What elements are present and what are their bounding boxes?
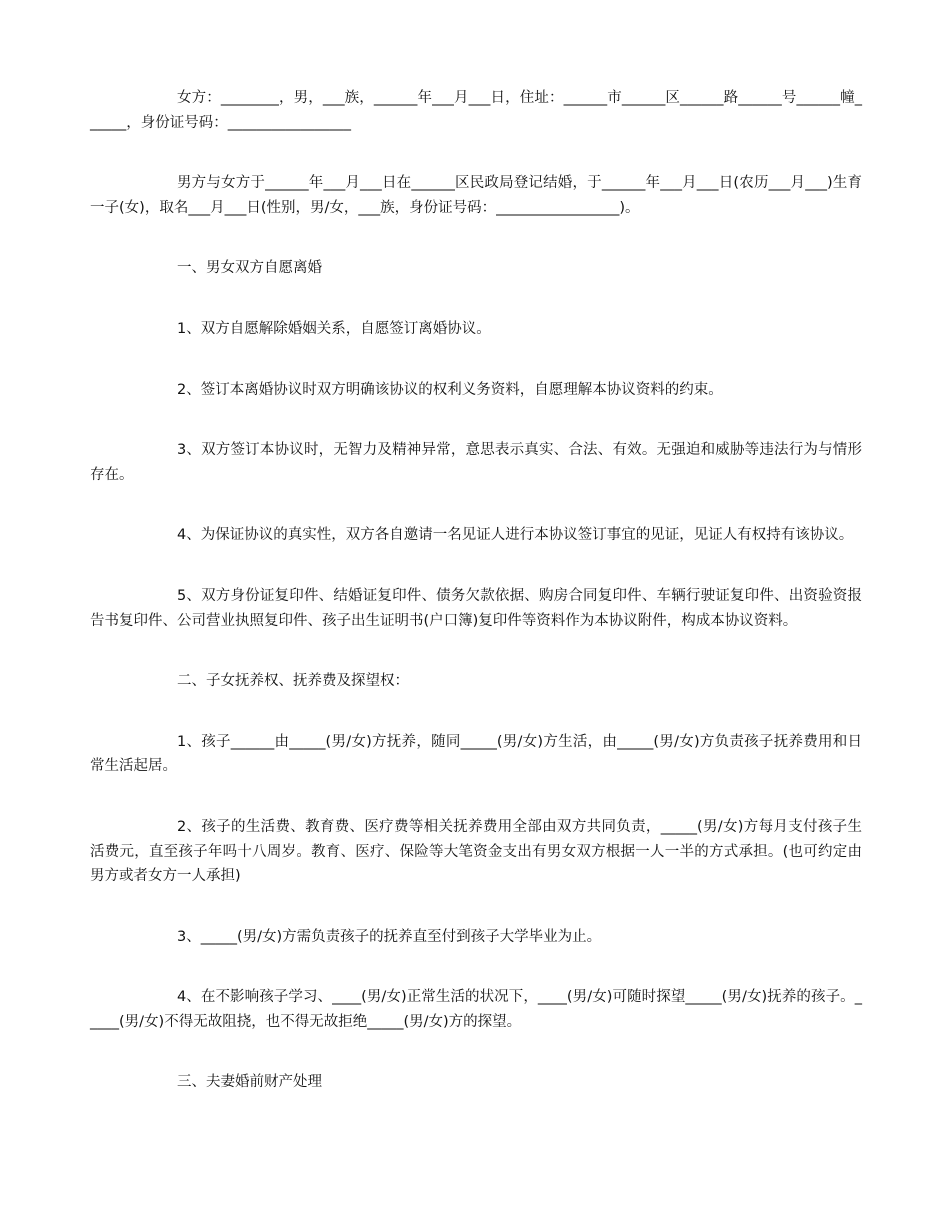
clause-2-2: 2、孩子的生活费、教育费、医疗费等相关抚养费用全部由双方共同负责，_____(男/女)方每月支付孩子生活费元，直至孩子年吗十八周岁。教育、医疗、保险等大笔资金支出有男女双方根据一人一半的方式承担。(也可约定由男方或者女方一人承担) <box>90 818 862 885</box>
paragraph-gap <box>90 220 862 256</box>
clause-1-3: 3、双方签订本协议时，无智力及精神异常，意思表示真实、合法、有效。无强迫和威胁等违法行为与情形存在。 <box>90 442 862 483</box>
paragraph-gap <box>90 779 862 815</box>
paragraph-gap <box>90 135 862 171</box>
paragraph-gap <box>90 548 862 584</box>
clause-2-3: 3、_____(男/女)方需负责孩子的抚养直至付到孩子大学毕业为止。 <box>177 928 602 945</box>
clause-2-1: 1、孩子______由_____(男/女)方抚养，随同_____(男/女)方生活，由_____(男/女)方负责孩子抚养费用和日常生活起居。 <box>90 733 862 775</box>
clause-1-2: 2、签订本离婚协议时双方明确该协议的权利义务资料，自愿理解本协议资料的约束。 <box>177 381 723 398</box>
paragraph-gap <box>90 342 862 378</box>
paragraph-gap <box>90 281 862 317</box>
marriage-child-info: 男方与女方于______年___月___日在______区民政局登记结婚，于______年___月___日(农历___月___)生育一子(女)，取名___月___日(性别，男/女，___族，身份证号码：_________________)。 <box>90 175 862 216</box>
clause-1-4: 4、为保证协议的真实性，双方各自邀请一名见证人进行本协议签订事宜的见证，见证人有权持有该协议。 <box>177 527 854 544</box>
paragraph-gap <box>90 694 862 730</box>
clause-2-4: 4、在不影响孩子学习、____(男/女)正常生活的状况下，____(男/女)可随时探望_____(男/女)抚养的孩子。_____(男/女)不得无故阻挠，也不得无故拒绝_____(男/女)方的探望。 <box>90 989 862 1030</box>
section-heading-custody: 二、子女抚养权、抚养费及探望权： <box>177 673 409 690</box>
paragraph-gap <box>90 402 862 438</box>
paragraph-gap <box>90 1034 862 1070</box>
paragraph-gap <box>90 633 862 669</box>
party-female-info: 女方：________，男，___族，______年___月___日，住址：______市______区______路______号______幢______，身份证号码：_________________ <box>90 90 862 131</box>
section-heading-divorce: 一、男女双方自愿离婚 <box>177 260 322 277</box>
paragraph-gap <box>90 889 862 925</box>
paragraph-gap <box>90 949 862 985</box>
clause-1-1: 1、双方自愿解除婚姻关系，自愿签订离婚协议。 <box>177 320 491 337</box>
clause-1-5: 5、双方身份证复印件、结婚证复印件、债务欠款依据、购房合同复印件、车辆行驶证复印件、出资验资报告书复印件、公司营业执照复印件、孩子出生证明书(户口簿)复印件等资料作为本协议附件，构成本协议资料。 <box>90 587 862 629</box>
paragraph-gap <box>90 487 862 523</box>
section-heading-property: 三、夫妻婚前财产处理 <box>177 1074 322 1091</box>
